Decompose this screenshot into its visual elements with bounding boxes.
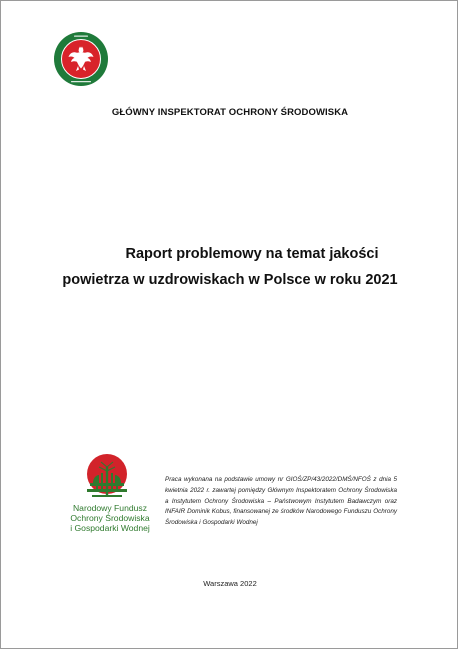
report-title-line-1: Raport problemowy na temat jakości	[125, 246, 379, 262]
nfos-name-line-1: Narodowy Fundusz	[72, 503, 148, 513]
nfos-name-line-2: Ochrony Środowiska	[70, 513, 150, 523]
place-and-year: Warszawa 2022	[203, 579, 257, 588]
nfos-name-line-3: i Gospodarki Wodnej	[70, 523, 150, 533]
nfos-logo	[79, 453, 135, 503]
gios-logo	[53, 31, 109, 87]
report-title	[1, 241, 458, 293]
funding-note: Praca wykonana na podstawie umowy nr GIOŚ/ZP/43/2022/DMŚ/NFOŚ z dnia 5 kwietnia 2022 r. zawartej pomiędzy Głównym Inspektoratem Ochrony Środowiska a Instytutem Ochrony Środowiska – Państwowym Instytutem Badawczym oraz INFAIR Dominik Kobus, finansowanej ze środków Narodowego Funduszu Ochrony Środowiska i Gospodarki Wodnej	[165, 476, 397, 527]
nfos-name	[65, 503, 155, 533]
institution-name: GŁÓWNY INSPEKTORAT OCHRONY ŚRODOWISKA	[111, 107, 349, 118]
report-title-line-2: powietrza w uzdrowiskach w Polsce w roku 2021	[62, 272, 398, 288]
